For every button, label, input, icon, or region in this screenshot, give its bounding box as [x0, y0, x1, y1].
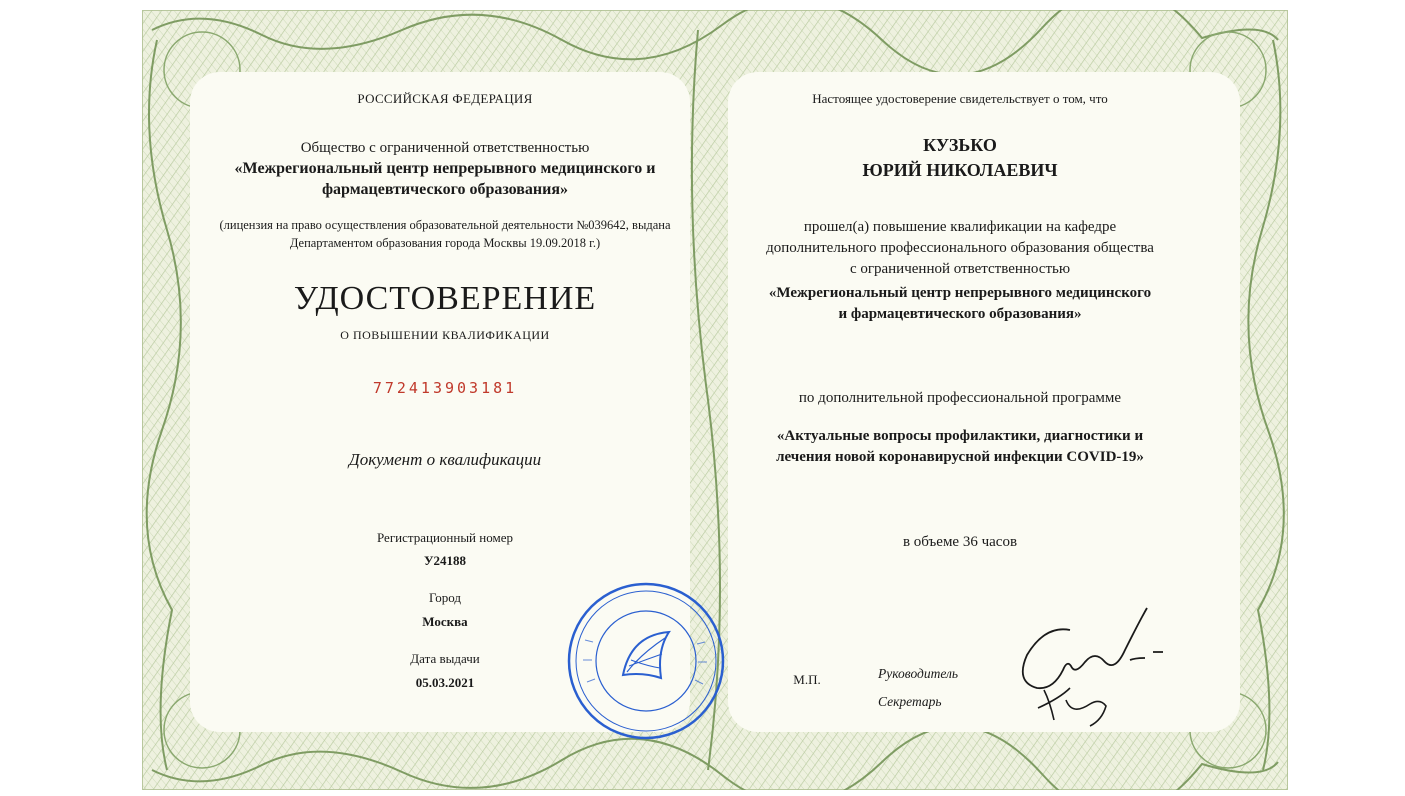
document-title: УДОСТОВЕРЕНИЕ: [293, 280, 597, 317]
holder-name: ЮРИЙ НИКОЛАЕВИЧ: [862, 160, 1058, 180]
program-line1: «Актуальные вопросы профилактики, диагностики и: [776, 428, 1144, 444]
city-label: Город: [428, 590, 462, 605]
intro-text: Настоящее удостоверение свидетельствует о том, что: [812, 91, 1108, 106]
city-value: Москва: [422, 614, 468, 629]
document-subtitle: О ПОВЫШЕНИИ КВАЛИФИКАЦИИ: [340, 328, 550, 342]
issue-date-value: 05.03.2021: [415, 675, 475, 690]
serial-number: 772413903181: [372, 379, 518, 397]
body-line1: прошел(а) повышение квалификации на кафедре: [803, 219, 1117, 235]
body-line2: дополнительного профессионального образования общества: [766, 240, 1154, 256]
license-line1: (лицензия на право осуществления образовательной деятельности №039642, выдана: [219, 218, 671, 232]
country-label: РОССИЙСКАЯ ФЕДЕРАЦИЯ: [357, 91, 533, 106]
registration-value: У24188: [423, 553, 467, 568]
program-line2: лечения новой коронавирусной инфекции COVID-19»: [776, 449, 1144, 465]
head-label: Руководитель: [878, 666, 959, 681]
issue-date-label: Дата выдачи: [410, 651, 480, 666]
holder-surname: КУЗЬКО: [923, 135, 997, 155]
official-stamp: [565, 580, 727, 742]
hours-volume: в объеме 36 часов: [902, 534, 1018, 550]
seal-mark: М.П.: [793, 672, 821, 687]
license-line2: Департаментом образования города Москвы 19.09.2018 г.): [289, 236, 601, 250]
org-line2: и фармацевтического образования»: [838, 306, 1082, 322]
org-name-line1: «Межрегиональный центр непрерывного медицинского и: [234, 160, 656, 177]
program-intro: по дополнительной профессиональной программе: [798, 390, 1122, 406]
secretary-signature: [1030, 680, 1120, 730]
org-type: Общество с ограниченной ответственностью: [300, 140, 590, 156]
document-type: Документ о квалификации: [348, 450, 542, 469]
org-name-line2: фармацевтического образования»: [321, 181, 569, 198]
secretary-label: Секретарь: [878, 694, 942, 709]
registration-label: Регистрационный номер: [377, 530, 513, 545]
org-line1: «Межрегиональный центр непрерывного медицинского: [768, 285, 1152, 301]
body-line3: с ограниченной ответственностью: [849, 261, 1071, 277]
